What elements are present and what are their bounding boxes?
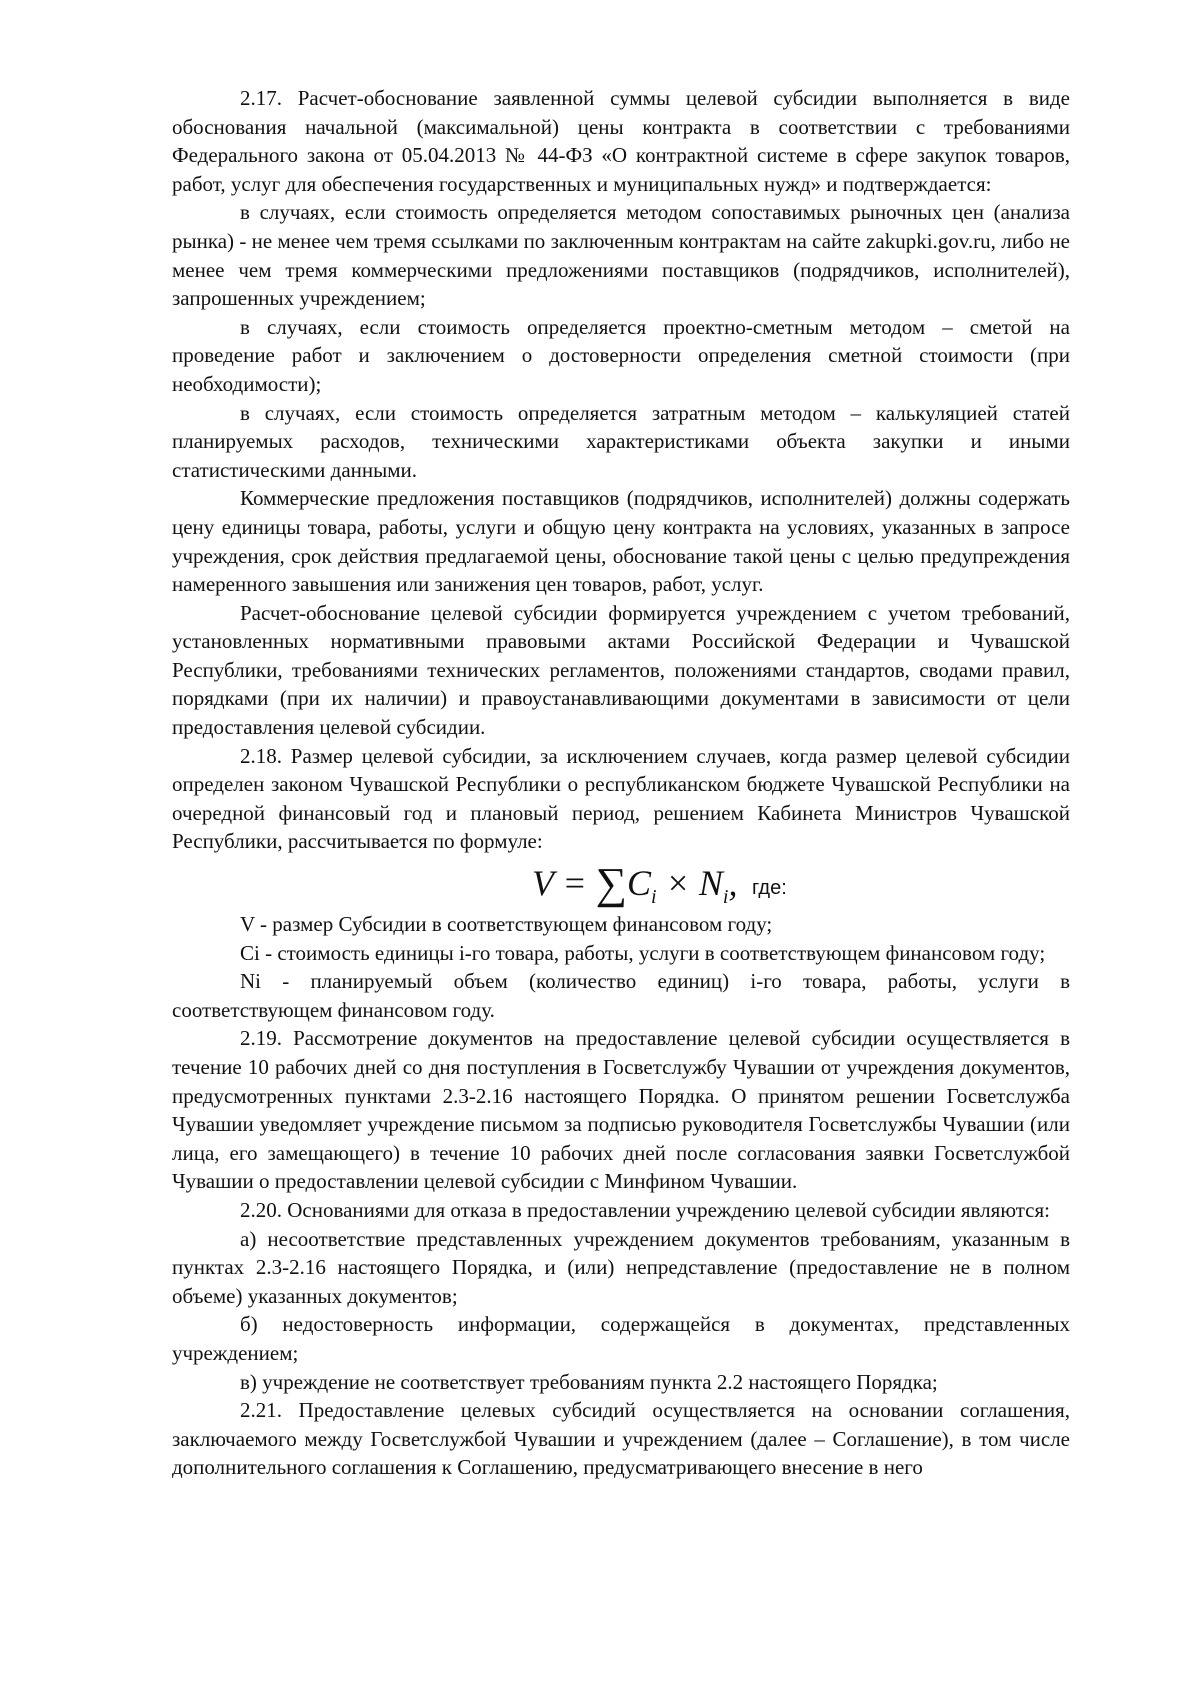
paragraph-2-18: 2.18. Размер целевой субсидии, за исключением случаев, когда размер целевой субсидии определен законом Чувашской Республики о республиканском бюджете Чувашской Республики на очередной финансовый год и плановый период, решением Кабинета Министров Чувашской Республики, рассчитывается по формуле:: [172, 743, 1070, 854]
formula-where-label: где:: [752, 877, 787, 900]
paragraph-refusal-a: а) несоответствие представленных учреждением документов требованиям, указанным в пунктах 2.3-2.16 настоящего Порядка, и (или) непредставление (предоставление не в полном объеме) указанных документов;: [172, 1226, 1070, 1308]
paragraph-ci-definition: Ci - стоимость единицы i-го товара, работы, услуги в соответствующем финансовом году;: [240, 940, 1046, 965]
paragraph-2-20: 2.20. Основаниями для отказа в предоставлении учреждению целевой субсидии являются:: [240, 1197, 1050, 1222]
paragraph-market-analysis: в случаях, если стоимость определяется методом сопоставимых рыночных цен (анализа рынка) - не менее чем тремя ссылками по заключенным контрактам на сайте zakupki.gov.ru, либо не менее чем тремя коммерческими предложениями поставщиков (подрядчиков, исполнителей), запрошенных учреждением;: [172, 200, 1070, 311]
formula-expression: $V = \sum C_i \times N_i$,: [532, 859, 738, 909]
paragraph-2-17: 2.17. Расчет-обоснование заявленной суммы целевой субсидии выполняется в виде обоснования начальной (максимальной) цены контракта в соответствии с требованиями Федерального закона от 05.04.2013 № 44-ФЗ «О контрактной системе в сфере закупок товаров, работ, услуг для обеспечения государственных и муниципальных нужд» и подтверждается:: [172, 86, 1070, 196]
paragraph-2-21: 2.21. Предоставление целевых субсидий осуществляется на основании соглашения, заключаемого между Госветслужбой Чувашии и учреждением (далее – Соглашение), в том числе дополнительного соглашения к Соглашению, предусматривающего внесение в него: [172, 1398, 1070, 1480]
paragraph-refusal-c: в) учреждение не соответствует требованиям пункта 2.2 настоящего Порядка;: [240, 1369, 938, 1394]
paragraph-design-estimate: в случаях, если стоимость определяется проектно-сметным методом – сметой на проведение работ и заключением о достоверности определения сметной стоимости (при необходимости);: [172, 314, 1070, 396]
paragraph-ni-definition: Ni - планируемый объем (количество единиц) i-го товара, работы, услуги в соответствующем финансовом году.: [172, 969, 1070, 1022]
paragraph-refusal-b: б) недостоверность информации, содержащейся в документах, представленных учреждением;: [172, 1312, 1070, 1365]
paragraph-2-19: 2.19. Рассмотрение документов на предоставление целевой субсидии осуществляется в течение 10 рабочих дней со дня поступления в Госветслужбу Чувашии от учреждения документов, предусмотренных пунктами 2.3-2.16 настоящего Порядка. О принятом решении Госветслужба Чувашии уведомляет учреждение письмом за подписью руководителя Госветслужбы Чувашии (или лица, его замещающего) в течение 10 рабочих дней после согласования заявки Госветслужбой Чувашии о предоставлении целевой субсидии с Минфином Чувашии.: [172, 1026, 1070, 1194]
paragraph-commercial-offers: Коммерческие предложения поставщиков (подрядчиков, исполнителей) должны содержать цену единицы товара, работы, услуги и общую цену контракта на условиях, указанных в запросе учреждения, срок действия предлагаемой цены, обоснование такой цены с целью предупреждения намеренного завышения или занижения цен товаров, работ, услуг.: [172, 486, 1070, 597]
paragraph-calculation-basis: Расчет-обоснование целевой субсидии формируется учреждением с учетом требований, установленных нормативными правовыми актами Российской Федерации и Чувашской Республики, требованиями технических регламентов, положениями стандартов, сводами правил, порядками (при их наличии) и правоустанавливающими документами в зависимости от цели предоставления целевой субсидии.: [172, 600, 1070, 740]
paragraph-cost-method: в случаях, если стоимость определяется затратным методом – калькуляцией статей планируемых расходов, техническими характеристиками объекта закупки и иными статистическими данными.: [172, 400, 1070, 482]
subsidy-formula: [172, 856, 1070, 910]
paragraph-v-definition: V - размер Субсидии в соответствующем финансовом году;: [240, 912, 773, 937]
sum-symbol: ∑: [595, 859, 628, 909]
